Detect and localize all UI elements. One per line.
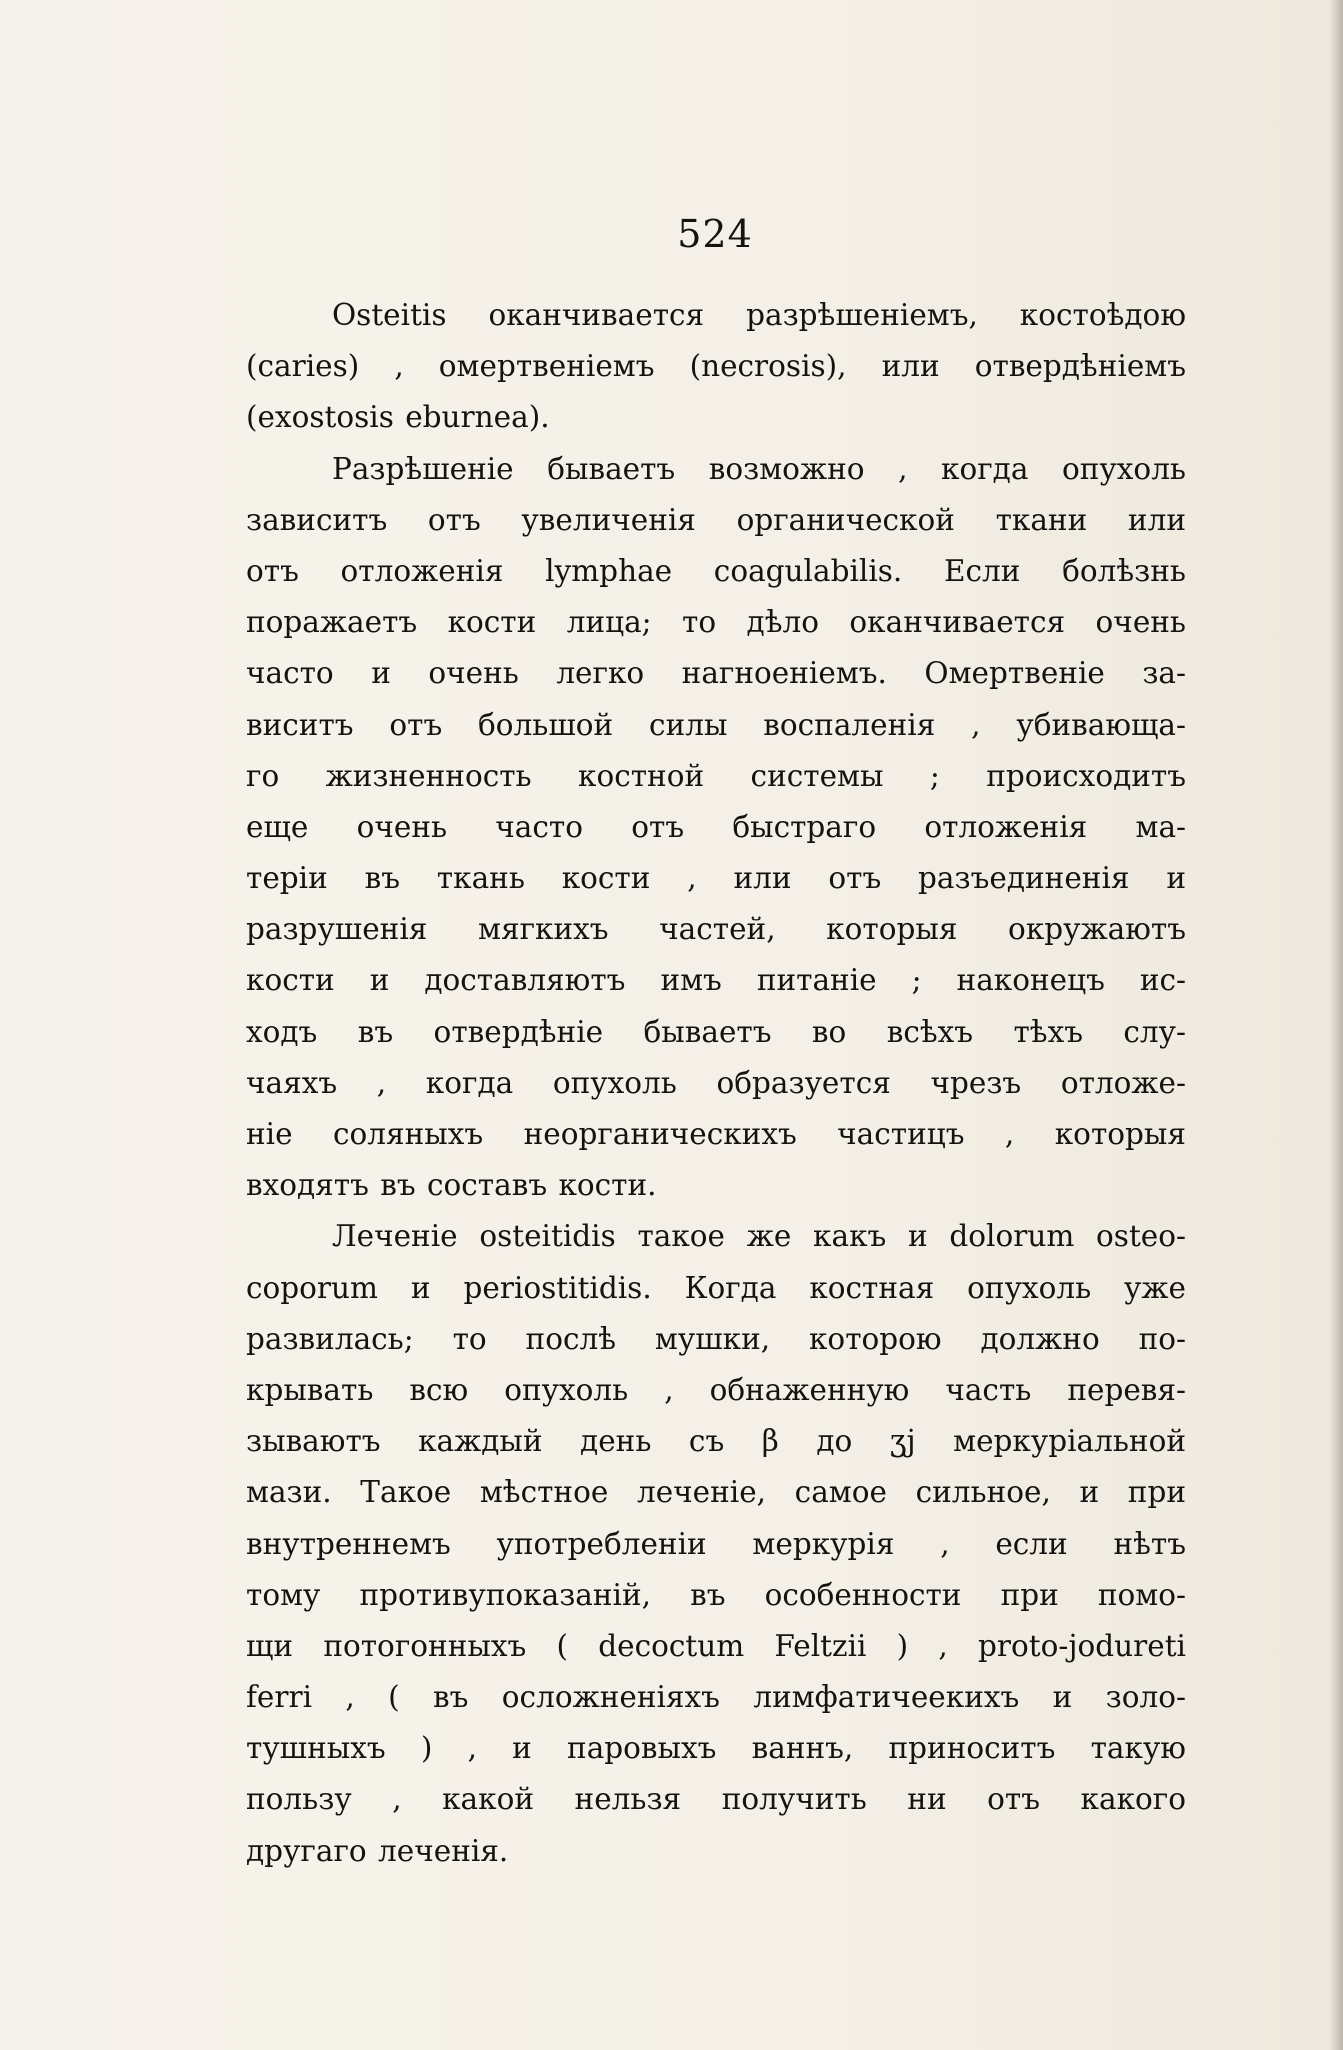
- text-line: поражаетъ кости лица; то дѣло оканчивается очень: [246, 605, 1186, 640]
- text-line: внутреннемъ употребленіи меркурія , если нѣтъ: [246, 1526, 1186, 1561]
- text-line: го жизненность костной системы ; происходитъ: [246, 758, 1186, 793]
- text-line: зываютъ каждый день съ β до ʒj меркуріальной: [246, 1424, 1186, 1459]
- text-line: Разрѣшеніе бываетъ возможно , когда опухоль: [332, 451, 1186, 486]
- text-line: разрушенія мягкихъ частей, которыя окружаютъ: [246, 912, 1186, 947]
- text-line: мази. Такое мѣстное леченіе, самое сильное, и при: [246, 1475, 1186, 1510]
- text-line: ходъ въ отвердѣніе бываетъ во всѣхъ тѣхъ слу-: [246, 1014, 1186, 1049]
- text-line: пользу , какой нельзя получить ни отъ какого: [246, 1782, 1186, 1817]
- text-line: (caries) , омертвеніемъ (necrosis), или отвердѣніемъ: [246, 349, 1186, 384]
- text-line: тушныхъ ) , и паровыхъ ваннъ, приноситъ такую: [246, 1731, 1186, 1766]
- text-line: виситъ отъ большой силы воспаленія , убивающа-: [246, 707, 1186, 742]
- page-edge-shadow: [1329, 0, 1343, 2050]
- text-line: coporum и periostitidis. Когда костная опухоль уже: [246, 1270, 1186, 1305]
- text-line: входятъ въ составъ кости.: [246, 1168, 657, 1203]
- text-line: Osteitis оканчивается разрѣшеніемъ, костоѣдою: [332, 298, 1186, 332]
- text-line: чаяхъ , когда опухоль образуется чрезъ отложе-: [246, 1065, 1186, 1100]
- text-line: развилась; то послѣ мушки, которою должно по-: [246, 1321, 1186, 1356]
- text-line: крывать всю опухоль , обнаженную часть перевя-: [246, 1372, 1186, 1407]
- text-line: Леченіе osteitidis такое же какъ и dolorum osteo-: [332, 1219, 1186, 1254]
- text-line: еще очень часто отъ быстраго отложенія ма-: [246, 809, 1186, 844]
- text-line: часто и очень легко нагноеніемъ. Омертвеніе за-: [246, 656, 1186, 691]
- text-line: отъ отложенія lymphae coagulabilis. Если болѣзнь: [246, 553, 1186, 588]
- text-line: тому противупоказаній, въ особенности при помо-: [246, 1577, 1186, 1612]
- page-number: 524: [677, 212, 753, 256]
- text-line: зависитъ отъ увеличенія органической ткани или: [246, 502, 1186, 537]
- text-line: другаго леченія.: [246, 1833, 509, 1868]
- text-line: кости и доставляютъ имъ питаніе ; наконецъ ис-: [246, 963, 1186, 998]
- text-line: ніе соляныхъ неорганическихъ частицъ , которыя: [246, 1117, 1186, 1151]
- text-line: (exostosis eburnea).: [246, 400, 550, 435]
- body-text: [246, 290, 1186, 1877]
- text-line: ferri , ( въ осложненіяхъ лимфатичеекихъ и золо-: [246, 1680, 1186, 1715]
- text-line: щи потогонныхъ ( decoctum Feltzii ) , proto-jodureti: [246, 1628, 1186, 1663]
- text-line: теріи въ ткань кости , или отъ разъединенія и: [246, 861, 1186, 896]
